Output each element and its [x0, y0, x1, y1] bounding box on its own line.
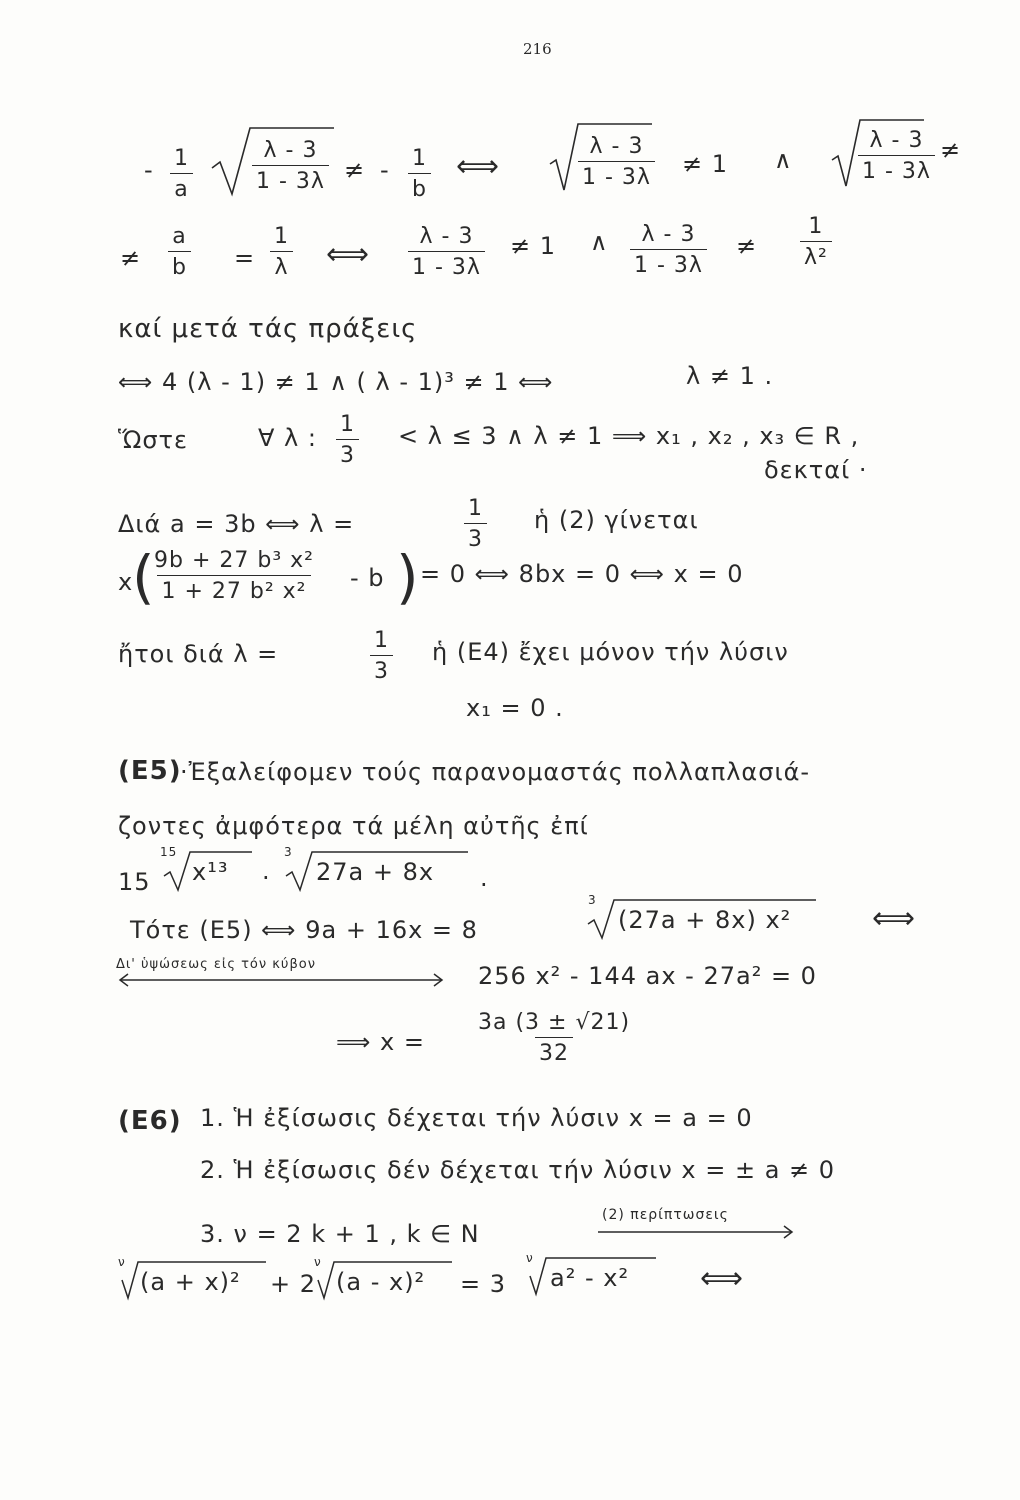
condition-range: < λ ≤ 3 ∧ λ ≠ 1 ⟹ x₁ , x₂ , x₃ ∈ R ,: [398, 422, 860, 450]
period: .: [480, 864, 489, 892]
e6-item-1: 1. Ἡ ἐξίσωσις δέχεται τήν λύσιν x = a = 0: [200, 1104, 753, 1132]
e6-item-3: 3. ν = 2 k + 1 , k ∈ N: [200, 1220, 480, 1248]
fraction-lambda: [858, 128, 935, 184]
fraction-lambda: [408, 224, 485, 280]
not-equal-one: ≠ 1: [510, 232, 557, 260]
double-arrow-icon: [116, 972, 446, 988]
label-e6: (E6): [118, 1106, 182, 1136]
e5-line-2: ζοντες ἀμφότερα τά μέλη αὐτῆς ἐπί: [118, 812, 589, 840]
denominator: λ: [270, 251, 292, 280]
and-sign: ∧: [590, 228, 609, 256]
fraction-lambda: [578, 134, 655, 190]
numerator: 1: [412, 146, 427, 171]
equals-3: = 3: [460, 1270, 507, 1298]
radicand: a² - x²: [550, 1264, 630, 1292]
right-paren: ): [396, 543, 420, 611]
e6-item-2: 2. Ἡ ἐξίσωσις δέν δέχεται τήν λύσιν x = ± a ≠ 0: [200, 1156, 836, 1184]
neg-sign: -: [144, 156, 154, 184]
sqrt-lambda-ratio-1: [210, 124, 334, 196]
text-dia-a-3b: Διά a = 3b ⟺ λ =: [118, 510, 355, 538]
radicand: (a + x)²: [140, 1268, 241, 1296]
denominator: 32: [535, 1037, 573, 1066]
fraction-solution-x: [474, 1010, 634, 1066]
fraction-lambda: [252, 138, 329, 194]
numerator: λ - 3: [419, 224, 474, 249]
fraction-1-over-lambda: [270, 224, 293, 280]
numerator: 9b + 27 b³ x²: [154, 548, 314, 573]
fraction-lambda: [630, 222, 707, 278]
equal-sign: =: [234, 244, 256, 272]
and-sign: ∧: [774, 146, 793, 174]
text-kai-meta: καί μετά τάς πράξεις: [118, 314, 418, 344]
not-equal-sign: ≠: [120, 244, 142, 272]
fraction-1-over-b: [408, 146, 431, 202]
left-paren: (: [132, 543, 156, 611]
sqrt-lambda-ratio-3: [830, 116, 931, 188]
radicand: (27a + 8x) x²: [618, 906, 792, 934]
root-index: ν: [526, 1251, 534, 1265]
not-equal-sign: ≠: [940, 136, 962, 164]
denominator: 3: [464, 523, 487, 552]
text-hoste: Ὥστε: [118, 426, 188, 454]
iff-arrow: ⟺: [872, 901, 917, 936]
implies-x: ⟹ x =: [336, 1028, 425, 1056]
text-dektai: δεκταί ·: [764, 456, 868, 484]
numerator: λ - 3: [263, 138, 318, 163]
denominator: λ²: [800, 241, 832, 270]
numerator: 1: [340, 412, 355, 437]
numerator: 1: [468, 496, 483, 521]
root-index: ν: [118, 1255, 126, 1269]
text-etoi-dia: ἤτοι διά λ =: [118, 640, 279, 668]
root-nu-a2-minus-x2: [524, 1252, 656, 1298]
numerator: λ - 3: [641, 222, 696, 247]
text-tote-e5: Τότε (E5) ⟺ 9a + 16x = 8: [130, 916, 478, 944]
root15-x13: [160, 846, 252, 892]
root-nu-a-plus-x: [116, 1256, 266, 1302]
numerator: 3a (3 ± √21): [478, 1010, 631, 1035]
iff-arrow: ⟺: [456, 149, 501, 184]
numerator: 1: [174, 146, 189, 171]
denominator: 1 - 3λ: [252, 165, 329, 194]
coeff-15: 15: [118, 868, 151, 896]
denominator: b: [168, 251, 191, 280]
solution-x1-zero: x₁ = 0 .: [466, 694, 564, 722]
not-equal-one: ≠ 1: [682, 150, 729, 178]
denominator: 1 + 27 b² x²: [157, 575, 310, 604]
numerator: 1: [808, 214, 824, 239]
root-index: 3: [588, 893, 597, 907]
fraction-1-over-3: [336, 412, 359, 468]
root-index: 3: [284, 845, 293, 859]
neg-sign: -: [380, 156, 390, 184]
root-nu-a-minus-x: [312, 1256, 452, 1302]
numerator: 1: [274, 224, 289, 249]
quadratic-equation: 256 x² - 144 ax - 27a² = 0: [478, 962, 817, 990]
iff-arrow: ⟺: [700, 1261, 745, 1296]
fraction-1-over-lambda-squared: [800, 214, 832, 270]
e5-line-1: ·Ἐξαλείφομεν τούς παρανομαστάς πολλαπλασιά-: [180, 758, 811, 786]
right-arrow-icon: [596, 1224, 796, 1240]
numerator: λ - 3: [589, 134, 644, 159]
fraction-9b-27b3x2: [150, 548, 318, 604]
var-x: x: [118, 568, 134, 596]
fraction-1-over-3: [464, 496, 487, 552]
page-number: 216: [523, 40, 552, 58]
radicand: 27a + 8x: [316, 858, 435, 886]
plus-2: + 2: [270, 1270, 317, 1298]
arrow-label-cases: (2) περίπτωσεις: [602, 1207, 729, 1223]
denominator: 1 - 3λ: [858, 155, 935, 184]
root-index: 15: [160, 845, 178, 859]
denominator: 1 - 3λ: [630, 249, 707, 278]
denominator: 1 - 3λ: [408, 251, 485, 280]
numerator: a: [172, 224, 187, 249]
fraction-1-over-a: [170, 146, 193, 202]
denominator: 1 - 3λ: [578, 161, 655, 190]
iff-arrow: ⟺: [326, 237, 371, 272]
text-ginetai: ἡ (2) γίνεται: [534, 506, 699, 534]
root3-27a-8x-x2: [584, 894, 816, 940]
root3-27a-8x: [282, 846, 468, 892]
dot: ·: [262, 864, 271, 892]
minus-b: - b: [350, 564, 385, 592]
text-exei-monon: ἡ (E4) ἔχει μόνον τήν λύσιν: [432, 638, 789, 666]
root-index: ν: [314, 1255, 322, 1269]
fraction-1-over-3: [370, 628, 393, 684]
equation-lambda-minus-one: ⟺ 4 (λ - 1) ≠ 1 ∧ ( λ - 1)³ ≠ 1 ⟺: [118, 368, 554, 396]
denominator: 3: [336, 439, 359, 468]
not-equal-sign: ≠: [344, 156, 366, 184]
numerator: 1: [374, 628, 389, 653]
denominator: a: [170, 173, 192, 202]
denominator: 3: [370, 655, 393, 684]
denominator: b: [408, 173, 431, 202]
arrow-label-cube: Δι' ὑψώσεως εἰς τόν κύβον: [116, 957, 316, 972]
not-equal-sign: ≠: [736, 232, 758, 260]
result-lambda-ne-1: λ ≠ 1 .: [686, 362, 774, 390]
numerator: λ - 3: [869, 128, 924, 153]
radicand: x¹³: [192, 858, 229, 886]
fraction-a-over-b: [168, 224, 191, 280]
forall-lambda: ∀ λ :: [258, 424, 317, 452]
equation-8bx: = 0 ⟺ 8bx = 0 ⟺ x = 0: [420, 560, 744, 588]
sqrt-lambda-ratio-2: [548, 120, 652, 192]
radicand: (a - x)²: [336, 1268, 426, 1296]
label-e5: (E5): [118, 756, 182, 786]
